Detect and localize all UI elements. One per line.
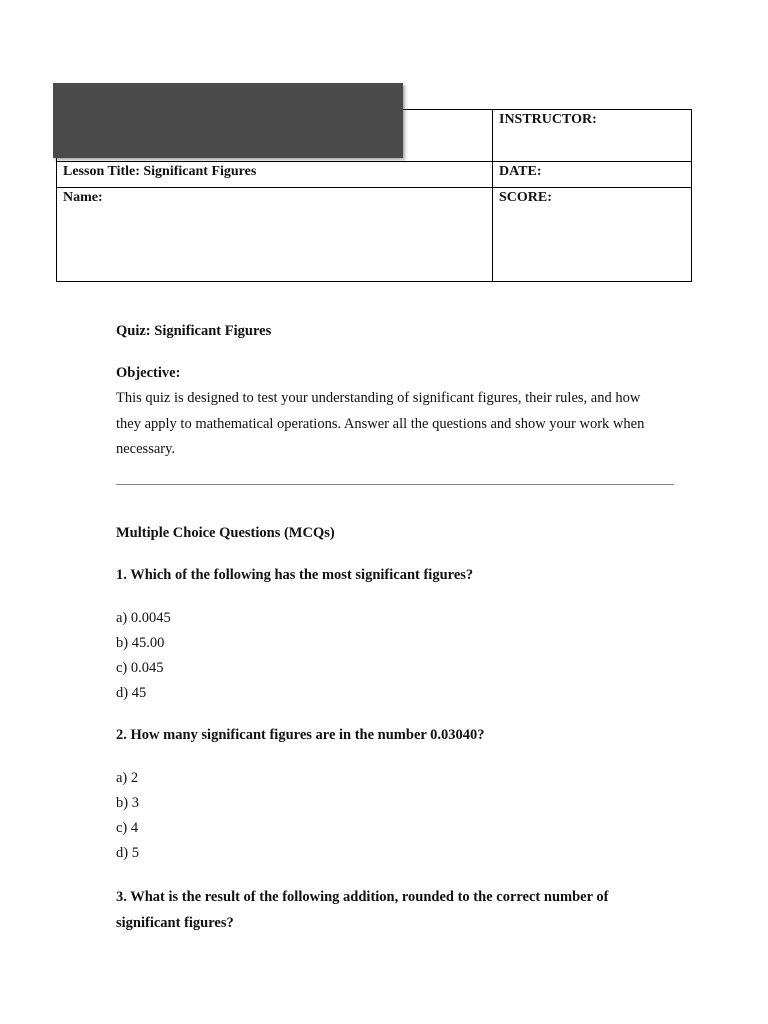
q2-option-b: b) 3	[116, 795, 139, 811]
redaction-block	[53, 83, 403, 158]
objective-text: This quiz is designed to test your understanding of significant figures, their rules, and how they apply to mathematical operations. Answer all the questions and show your work when necessary.	[116, 390, 645, 457]
q2-option-c: c) 4	[116, 820, 139, 836]
name-label: Name:	[57, 188, 493, 282]
question-1: 1. Which of the following has the most significant figures?	[116, 567, 474, 583]
objective-label: Objective:	[116, 365, 181, 381]
section-title: Multiple Choice Questions (MCQs)	[116, 525, 335, 541]
q1-option-b: b) 45.00	[116, 635, 165, 651]
q1-option-d: d) 45	[116, 685, 147, 701]
q2-option-d: d) 5	[116, 845, 139, 861]
q1-option-a: a) 0.0045	[116, 610, 171, 626]
quiz-title: Quiz: Significant Figures	[116, 323, 272, 339]
score-label: SCORE:	[493, 188, 692, 282]
lesson-title: Lesson Title: Significant Figures	[57, 162, 493, 188]
q2-option-a: a) 2	[116, 770, 139, 786]
instructor-label: INSTRUCTOR:	[493, 110, 692, 162]
question-2: 2. How many significant figures are in the number 0.03040?	[116, 727, 485, 743]
question-3: 3. What is the result of the following addition, rounded to the correct number of significant figures?	[116, 889, 609, 931]
divider	[116, 484, 674, 485]
date-label: DATE:	[493, 162, 692, 188]
q1-option-c: c) 0.045	[116, 660, 164, 676]
